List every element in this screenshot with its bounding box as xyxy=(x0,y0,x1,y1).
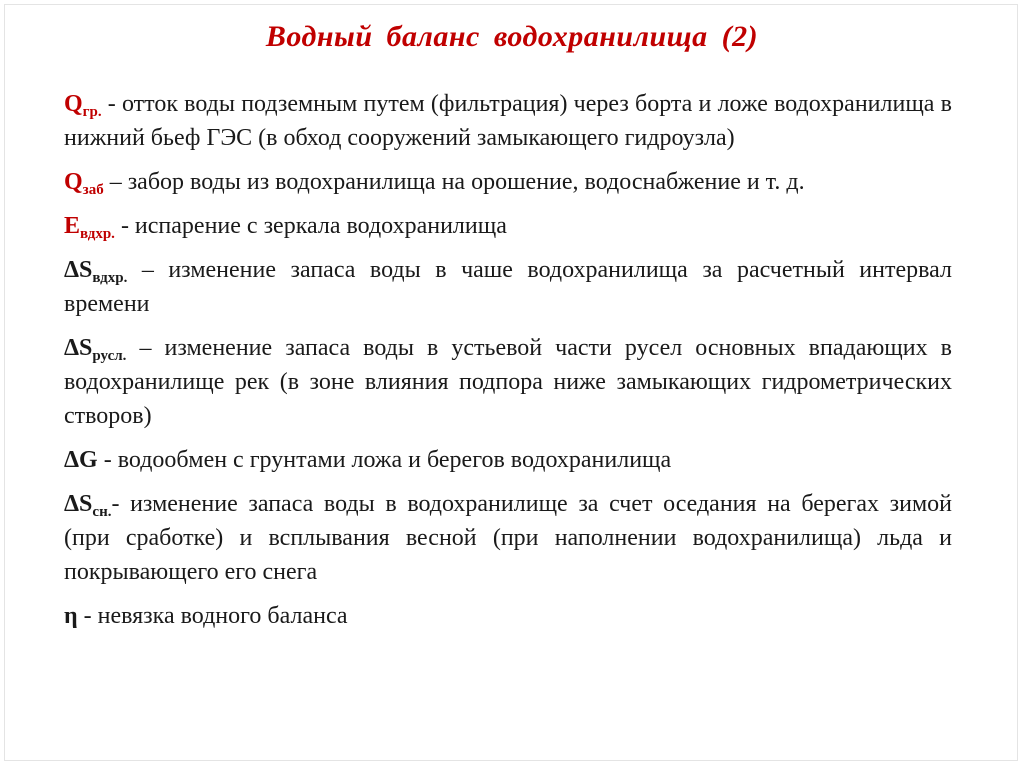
definition-text: – забор воды из водохранилища на орошение, водоснабжение и т. д. xyxy=(103,169,805,195)
definition-text: - изменение запаса воды в водохранилище за счет оседания на берегах зимой (при сработке) и всплывания весной (при наполнении водохранилища) льда и покрывающего его снега xyxy=(64,491,952,585)
definition-ds-vdhr xyxy=(64,253,952,321)
definition-text: – изменение запаса воды в устьевой части русел основных впадающих в водохранилище рек (в зоне влияния подпора ниже замыкающих гидрометрических створов) xyxy=(64,335,952,429)
definition-text: - водообмен с грунтами ложа и берегов водохранилища xyxy=(97,447,672,473)
symbol-q-zab: $Q_{заб}$ xyxy=(64,169,104,198)
slide-title: Водный баланс водохранилища (2) xyxy=(265,20,759,53)
symbol-ds-vdhr: $\Delta S_{вдхр.}$ xyxy=(64,257,128,286)
definition-text: - испарение с зеркала водохранилища xyxy=(114,213,507,239)
definition-ds-sn xyxy=(64,487,952,589)
symbol-ds-rusl: $\Delta S_{русл.}$ xyxy=(64,335,127,364)
definitions-list xyxy=(64,87,952,643)
definition-text: - отток воды подземным путем (фильтрация) через борта и ложе водохранилища в нижний бьеф ГЭС (в обход сооружений замыкающего гидроузла) xyxy=(64,91,952,151)
definition-eta xyxy=(64,599,952,633)
definition-e-vdhr xyxy=(64,209,952,243)
symbol-eta: η xyxy=(64,603,78,629)
definition-q-gr xyxy=(64,87,952,155)
definition-ds-rusl xyxy=(64,331,952,433)
symbol-e-vdhr: $E_{вдхр.}$ xyxy=(64,213,115,242)
symbol-dg: ΔG xyxy=(64,447,98,473)
symbol-q-gr: $Q_{гр.}$ xyxy=(64,91,102,120)
definition-q-zab xyxy=(64,165,952,199)
symbol-ds-sn: $\Delta S_{сн.}$ xyxy=(64,491,112,520)
definition-dg xyxy=(64,443,952,477)
definition-text: – изменение запаса воды в чаше водохранилища за расчетный интервал времени xyxy=(64,257,952,317)
definition-text: - невязка водного баланса xyxy=(77,603,348,629)
